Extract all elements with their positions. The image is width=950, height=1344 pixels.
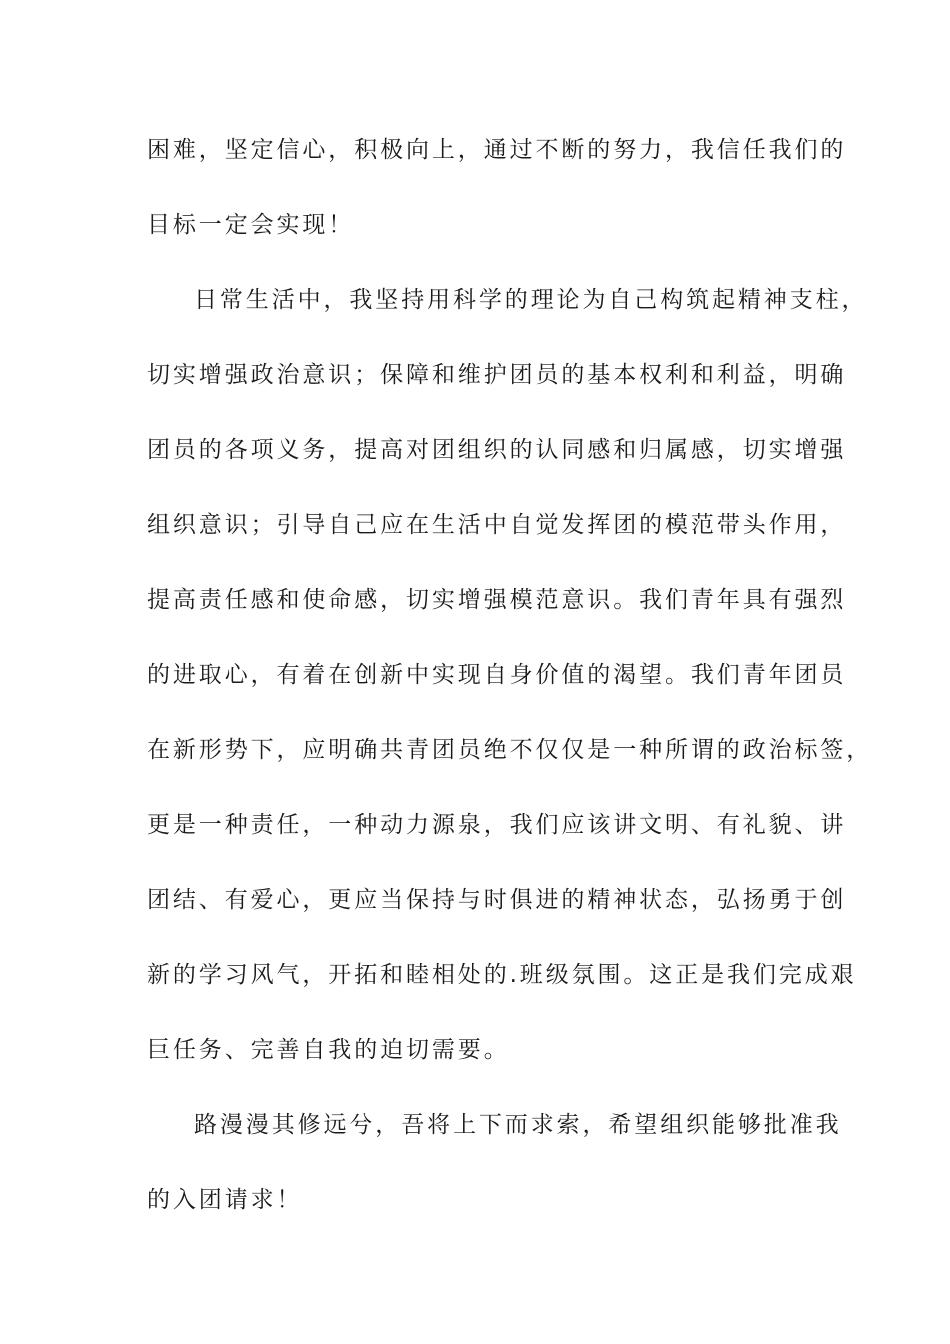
text-line-12: 新的学习风气，开拓和睦相处的.班级氛围。这正是我们完成艰 xyxy=(147,962,857,988)
text-line-2: 目标一定会实现！ xyxy=(147,212,355,238)
text-line-5: 团员的各项义务，提高对团组织的认同感和归属感，切实增强 xyxy=(147,437,847,463)
text-line-10: 更是一种责任，一种动力源泉，我们应该讲文明、有礼貌、讲 xyxy=(147,812,847,838)
text-line-6: 组织意识；引导自己应在生活中自觉发挥团的模范带头作用， xyxy=(147,512,847,538)
text-line-11: 团结、有爱心，更应当保持与时俱进的精神状态，弘扬勇于创 xyxy=(147,887,847,913)
paragraph-start-line-14: 路漫漫其修远兮，吾将上下而求索，希望组织能够批准我 xyxy=(194,1112,842,1138)
paragraph-start-line-3: 日常生活中，我坚持用科学的理论为自己构筑起精神支柱， xyxy=(194,287,868,313)
text-line-7: 提高责任感和使命感，切实增强模范意识。我们青年具有强烈 xyxy=(147,587,847,613)
text-line-15: 的入团请求！ xyxy=(147,1187,303,1213)
text-line-9: 在新形势下，应明确共青团员绝不仅仅是一种所谓的政治标签， xyxy=(147,737,873,763)
text-line-8: 的进取心，有着在创新中实现自身价值的渴望。我们青年团员 xyxy=(147,662,847,688)
text-line-1: 困难，坚定信心，积极向上，通过不断的努力，我信任我们的 xyxy=(147,137,847,163)
text-line-13: 巨任务、完善自我的迫切需要。 xyxy=(147,1037,510,1063)
text-line-4: 切实增强政治意识；保障和维护团员的基本权利和利益，明确 xyxy=(147,362,847,388)
